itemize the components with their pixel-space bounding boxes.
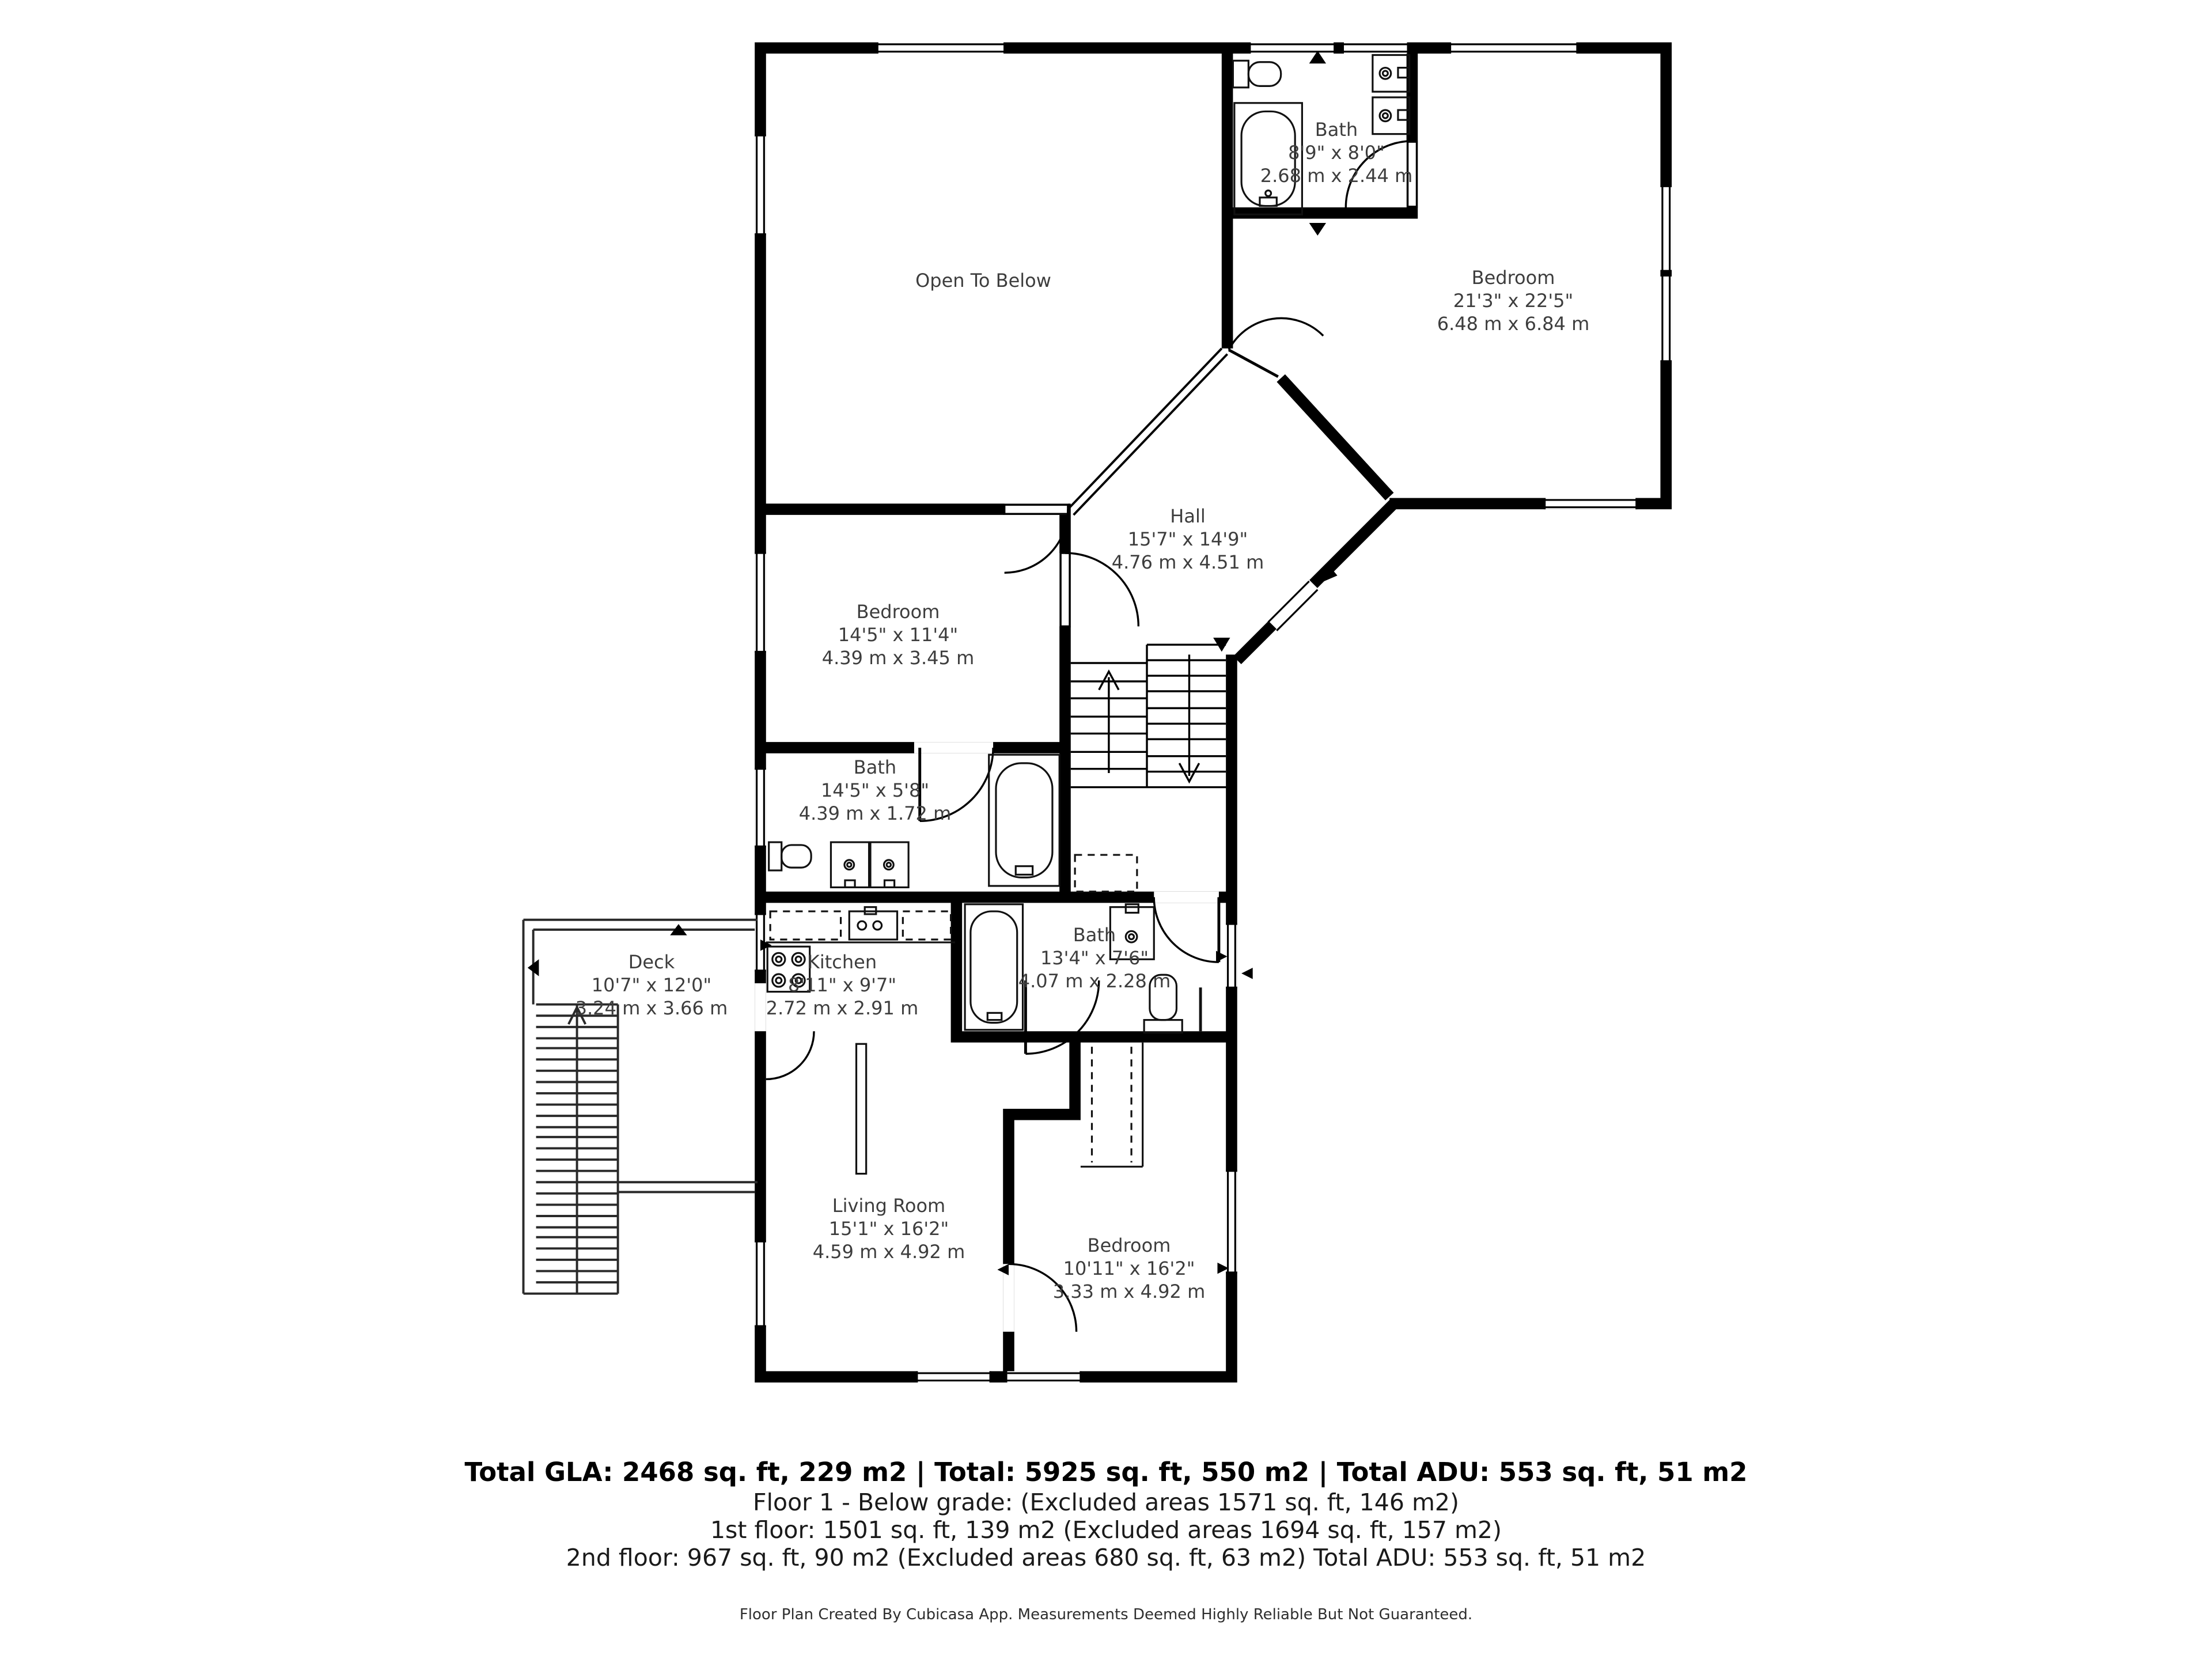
disclaimer-text: Floor Plan Created By Cubicasa App. Measurements Deemed Highly Reliable But Not Guaranteed. [739,1606,1473,1623]
room-label-bedroom-mid [822,600,974,669]
room-dims-m: 4.76 m x 4.51 m [1111,551,1264,573]
room-name: Open To Below [915,270,1051,291]
room-label-bath-upper [1260,118,1412,187]
room-dims-ft: 14'5" x 11'4" [838,624,959,646]
room-dims-ft: 21'3" x 22'5" [1453,290,1574,312]
summary-floor-2nd: 2nd floor: 967 sq. ft, 90 m2 (Excluded areas 680 sq. ft, 63 m2) Total ADU: 553 sq. ft, 51 m2 [566,1544,1646,1571]
room-dims-m: 2.68 m x 2.44 m [1260,165,1413,187]
room-dims-ft: 8'9" x 8'0" [1288,142,1385,164]
room-label-hall [1112,505,1264,574]
room-dims-ft: 13'4" x 7'6" [1040,947,1149,969]
room-dims-m: 4.07 m x 2.28 m [1018,970,1171,992]
room-name: Bedroom [856,601,940,623]
room-dims-m: 2.72 m x 2.91 m [766,997,919,1019]
room-label-bedroom-lower [1053,1234,1205,1303]
room-dims-m: 3.24 m x 3.66 m [575,997,728,1019]
staircase-main [1071,645,1232,787]
room-dims-ft: 15'7" x 14'9" [1127,528,1248,550]
room-label-bath-mid [799,756,951,825]
room-name: Living Room [832,1195,946,1217]
room-dims-ft: 10'11" x 16'2" [1063,1257,1195,1279]
kitchen-fixtures [766,907,955,1174]
room-dims-m: 4.39 m x 1.72 m [798,802,952,824]
walls [755,42,1672,1382]
room-label-bath-lower [1018,923,1171,993]
room-name: Deck [628,951,675,973]
windows [755,42,1672,1382]
summary-floor-1st: 1st floor: 1501 sq. ft, 139 m2 (Excluded areas 1694 sq. ft, 157 m2) [710,1516,1502,1544]
summary-totals: Total GLA: 2468 sq. ft, 229 m2 | Total: 5925 sq. ft, 550 m2 | Total ADU: 553 sq. ft, 51 m2 [464,1457,1748,1487]
room-name: Kitchen [807,951,877,973]
room-name: Bedroom [1087,1234,1171,1256]
area-summary [0,1456,2212,1571]
room-dims-m: 4.59 m x 4.92 m [812,1241,965,1263]
room-dims-m: 3.33 m x 4.92 m [1052,1281,1206,1302]
room-label-bedroom-upper [1437,266,1589,335]
room-dims-ft: 15'1" x 16'2" [828,1218,949,1240]
wall-openings [755,42,1672,1382]
room-label-living-room [813,1194,965,1263]
room-name: Bath [1315,119,1358,141]
room-label-kitchen [766,950,918,1020]
room-label-open-to-below [915,269,1051,292]
room-dims-ft: 14'5" x 5'8" [820,779,930,801]
summary-floor-1: Floor 1 - Below grade: (Excluded areas 1571 sq. ft, 146 m2) [753,1488,1459,1516]
room-dims-m: 6.48 m x 6.84 m [1437,313,1590,335]
room-name: Bedroom [1471,267,1555,289]
room-dims-ft: 10'7" x 12'0" [591,974,712,996]
room-label-deck [575,950,728,1020]
room-dims-ft: 8'11" x 9'7" [787,974,897,996]
room-name: Bath [853,756,897,778]
room-name: Bath [1073,924,1116,946]
room-dims-m: 4.39 m x 3.45 m [821,647,975,669]
railing [1068,349,1228,515]
room-name: Hall [1170,505,1206,527]
